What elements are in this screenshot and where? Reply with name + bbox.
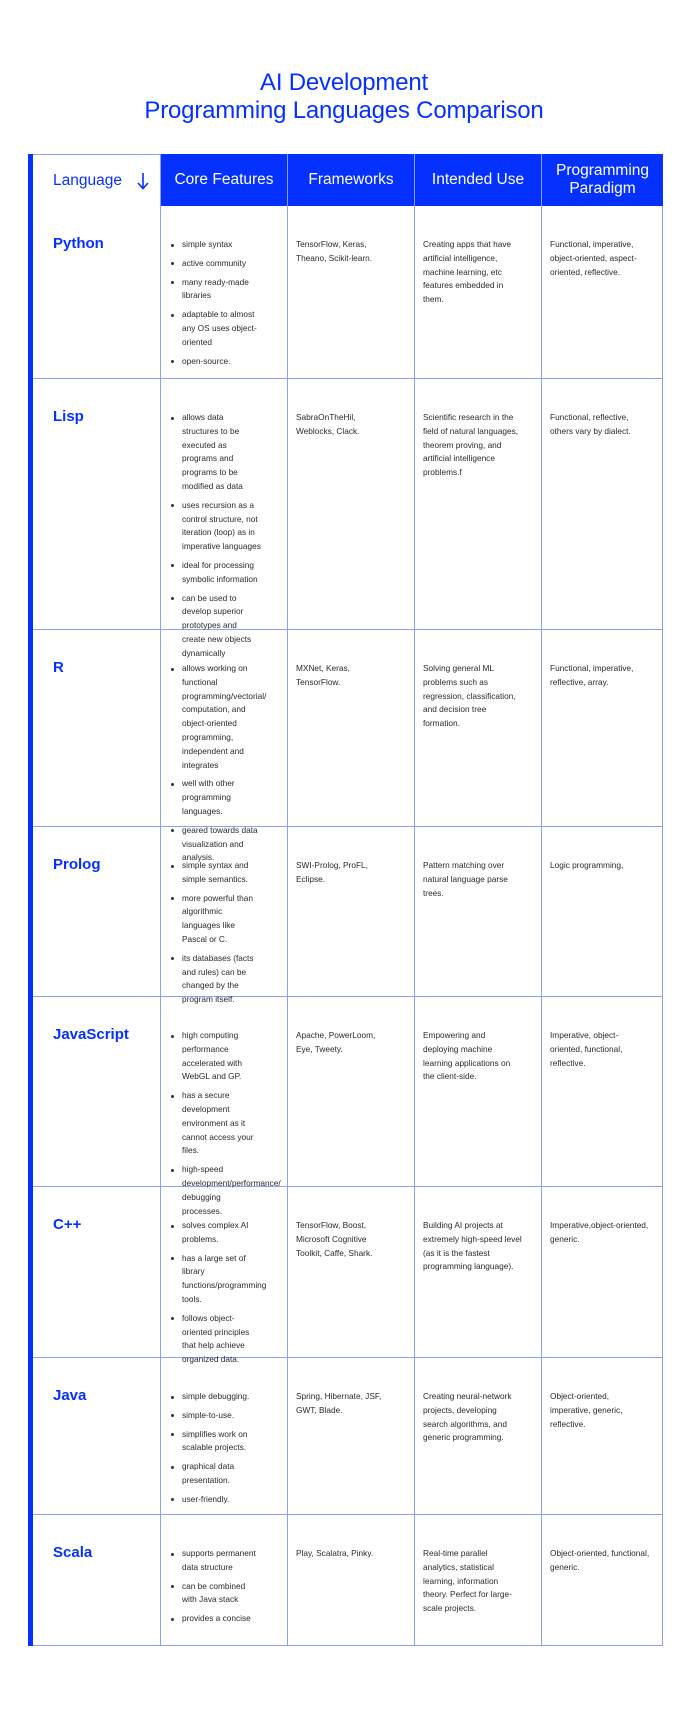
- table-row: [33, 1515, 663, 1645]
- table-row: [33, 1358, 663, 1514]
- list-item: simplifies work on scalable projects.: [182, 1428, 262, 1456]
- list-item: graphical data presentation.: [182, 1460, 262, 1488]
- frameworks-cell: Spring, Hibernate, JSF, GWT, Blade.: [296, 1391, 382, 1415]
- header-core-features-label: Core Features: [174, 171, 274, 188]
- header-programming-paradigm: [541, 154, 663, 206]
- arrow-down-icon[interactable]: [136, 170, 150, 192]
- core-features-cell: [160, 1547, 262, 1631]
- header-frameworks: [287, 154, 414, 206]
- programming-paradigm-cell: Imperative,object-oriented, generic.: [550, 1220, 649, 1244]
- language-name: Python: [53, 235, 104, 252]
- language-name: Java: [53, 1387, 87, 1404]
- intended-use-cell: Building AI projects at extremely high-speed level (as it is the fastest programming language).: [423, 1220, 522, 1272]
- language-name: R: [53, 659, 64, 676]
- table-row: [33, 379, 663, 658]
- list-item: its databases (facts and rules) can be changed by the program itself.: [182, 952, 262, 1007]
- list-item: allows data structures to be executed as programs and programs to be modified as data: [182, 411, 262, 494]
- list-item: many ready-made libraries: [182, 276, 262, 304]
- list-item: adaptable to almost any OS uses object-oriented: [182, 308, 262, 349]
- list-item: active community: [182, 257, 262, 271]
- list-item: user-friendly.: [182, 1493, 262, 1507]
- list-item: simple debugging.: [182, 1390, 262, 1404]
- list-item: provides a concise: [182, 1612, 262, 1626]
- programming-paradigm-cell: Object-oriented, functional, generic.: [550, 1548, 650, 1572]
- core-features-list: [160, 859, 262, 1007]
- header-paradigm-label: [556, 162, 649, 198]
- list-item: ideal for processing symbolic information: [182, 559, 262, 587]
- list-item: simple syntax and simple semantics.: [182, 859, 262, 887]
- list-item: solves complex AI problems.: [182, 1219, 262, 1247]
- core-features-cell: [160, 1390, 262, 1512]
- frameworks-cell: TensorFlow, Keras, Theano, Scikit-learn.: [296, 239, 373, 263]
- table-row: [33, 997, 663, 1216]
- table-row: [33, 1187, 663, 1365]
- list-item: high-speed development/performance/ debugging processes.: [182, 1163, 262, 1218]
- core-features-list: [160, 411, 262, 661]
- list-item: simple-to-use.: [182, 1409, 262, 1423]
- language-name: JavaScript: [53, 1026, 129, 1043]
- core-features-cell: [160, 859, 262, 1012]
- language-name: C++: [53, 1216, 82, 1233]
- programming-paradigm-cell: Functional, imperative, object-oriented, aspect-oriented, reflective.: [550, 239, 637, 277]
- list-item: simple syntax: [182, 238, 262, 252]
- frameworks-cell: SWI-Prolog, ProFL, Eclipse.: [296, 860, 368, 884]
- core-features-list: [160, 1547, 262, 1626]
- language-name: Lisp: [53, 408, 84, 425]
- header-language[interactable]: [33, 154, 160, 206]
- programming-paradigm-cell: Imperative, object-oriented, functional, reflective.: [550, 1030, 623, 1068]
- list-item: has a secure development environment as it cannot access your files.: [182, 1089, 262, 1158]
- language-name: Scala: [53, 1544, 93, 1561]
- programming-paradigm-cell: Logic programming,: [550, 860, 624, 870]
- header-core-features: [160, 154, 287, 206]
- core-features-list: [160, 238, 262, 368]
- intended-use-cell: Scientific research in the field of natural languages, theorem proving, and artificial intelligence problems.f: [423, 412, 519, 478]
- list-item: geared towards data visualization and analysis.: [182, 824, 262, 865]
- table-row: [33, 630, 663, 863]
- list-item: open-source.: [182, 355, 262, 369]
- language-name: Prolog: [53, 856, 101, 873]
- intended-use-cell: Solving general ML problems such as regression, classification, and decision tree formation.: [423, 663, 516, 729]
- list-item: can be used to develop superior prototypes and create new objects dynamically: [182, 592, 262, 661]
- table-row: [33, 827, 663, 1005]
- core-features-cell: [160, 411, 262, 666]
- frameworks-cell: TensorFlow, Boost, Microsoft Cognitive Toolkit, Caffe, Shark.: [296, 1220, 373, 1258]
- frameworks-cell: Play, Scalatra, Pinky.: [296, 1548, 374, 1558]
- header-frameworks-label: Frameworks: [308, 171, 394, 188]
- header-intended-use: [414, 154, 541, 206]
- comparison-table: [28, 154, 663, 1646]
- list-item: uses recursion as a control structure, not iteration (loop) as in imperative languages: [182, 499, 262, 554]
- header-language-label: Language: [53, 171, 122, 189]
- intended-use-cell: Real-time parallel analytics, statistical learning, information theory. Perfect for large-scale projects.: [423, 1548, 512, 1614]
- list-item: has a large set of library functions/programming tools.: [182, 1252, 262, 1307]
- list-item: more powerful than algorithmic languages like Pascal or C.: [182, 892, 262, 947]
- list-item: can be combined with Java stack: [182, 1580, 262, 1608]
- header-paradigm-line2: Paradigm: [569, 180, 636, 197]
- list-item: follows object-oriented principles that help achieve organized data.: [182, 1312, 262, 1367]
- programming-paradigm-cell: Functional, reflective, others vary by dialect.: [550, 412, 631, 436]
- intended-use-cell: Creating neural-network projects, developing search algorithms, and generic programming.: [423, 1391, 512, 1443]
- core-features-cell: [160, 238, 262, 373]
- header-paradigm-line1: Programming: [555, 162, 650, 179]
- page-title-line2: Programming Languages Comparison: [144, 97, 544, 124]
- programming-paradigm-cell: Functional, imperative, reflective, array.: [550, 663, 634, 687]
- table-row: [33, 206, 663, 378]
- list-item: allows working on functional programming/vectorial/ computation, and object-oriented programming, independent and integrates: [182, 662, 262, 772]
- list-item: high computing performance accelerated with WebGL and GP.: [182, 1029, 262, 1084]
- programming-paradigm-cell: Object-oriented, imperative, generic, reflective.: [550, 1391, 623, 1429]
- intended-use-cell: Pattern matching over natural language parse trees.: [423, 860, 508, 898]
- core-features-cell: [160, 1219, 267, 1372]
- frameworks-cell: Apache, PowerLoom, Eye, Tweety.: [296, 1030, 376, 1054]
- header-intended-use-label: Intended Use: [431, 171, 525, 188]
- list-item: well with other programming languages.: [182, 777, 262, 818]
- page-title-line1: AI Development: [260, 69, 428, 96]
- core-features-list: [160, 1390, 262, 1507]
- table-bottom-border: [33, 1645, 663, 1646]
- intended-use-cell: Creating apps that have artificial intelligence, machine learning, etc features embedded in them.: [423, 239, 512, 305]
- frameworks-cell: SabraOnTheHil, Weblocks, Clack.: [296, 412, 360, 436]
- list-item: supports permanent data structure: [182, 1547, 262, 1575]
- frameworks-cell: MXNet, Keras, TensorFlow.: [296, 663, 350, 687]
- core-features-list: [160, 1219, 267, 1367]
- intended-use-cell: Empowering and deploying machine learning applications on the client-side.: [423, 1030, 511, 1082]
